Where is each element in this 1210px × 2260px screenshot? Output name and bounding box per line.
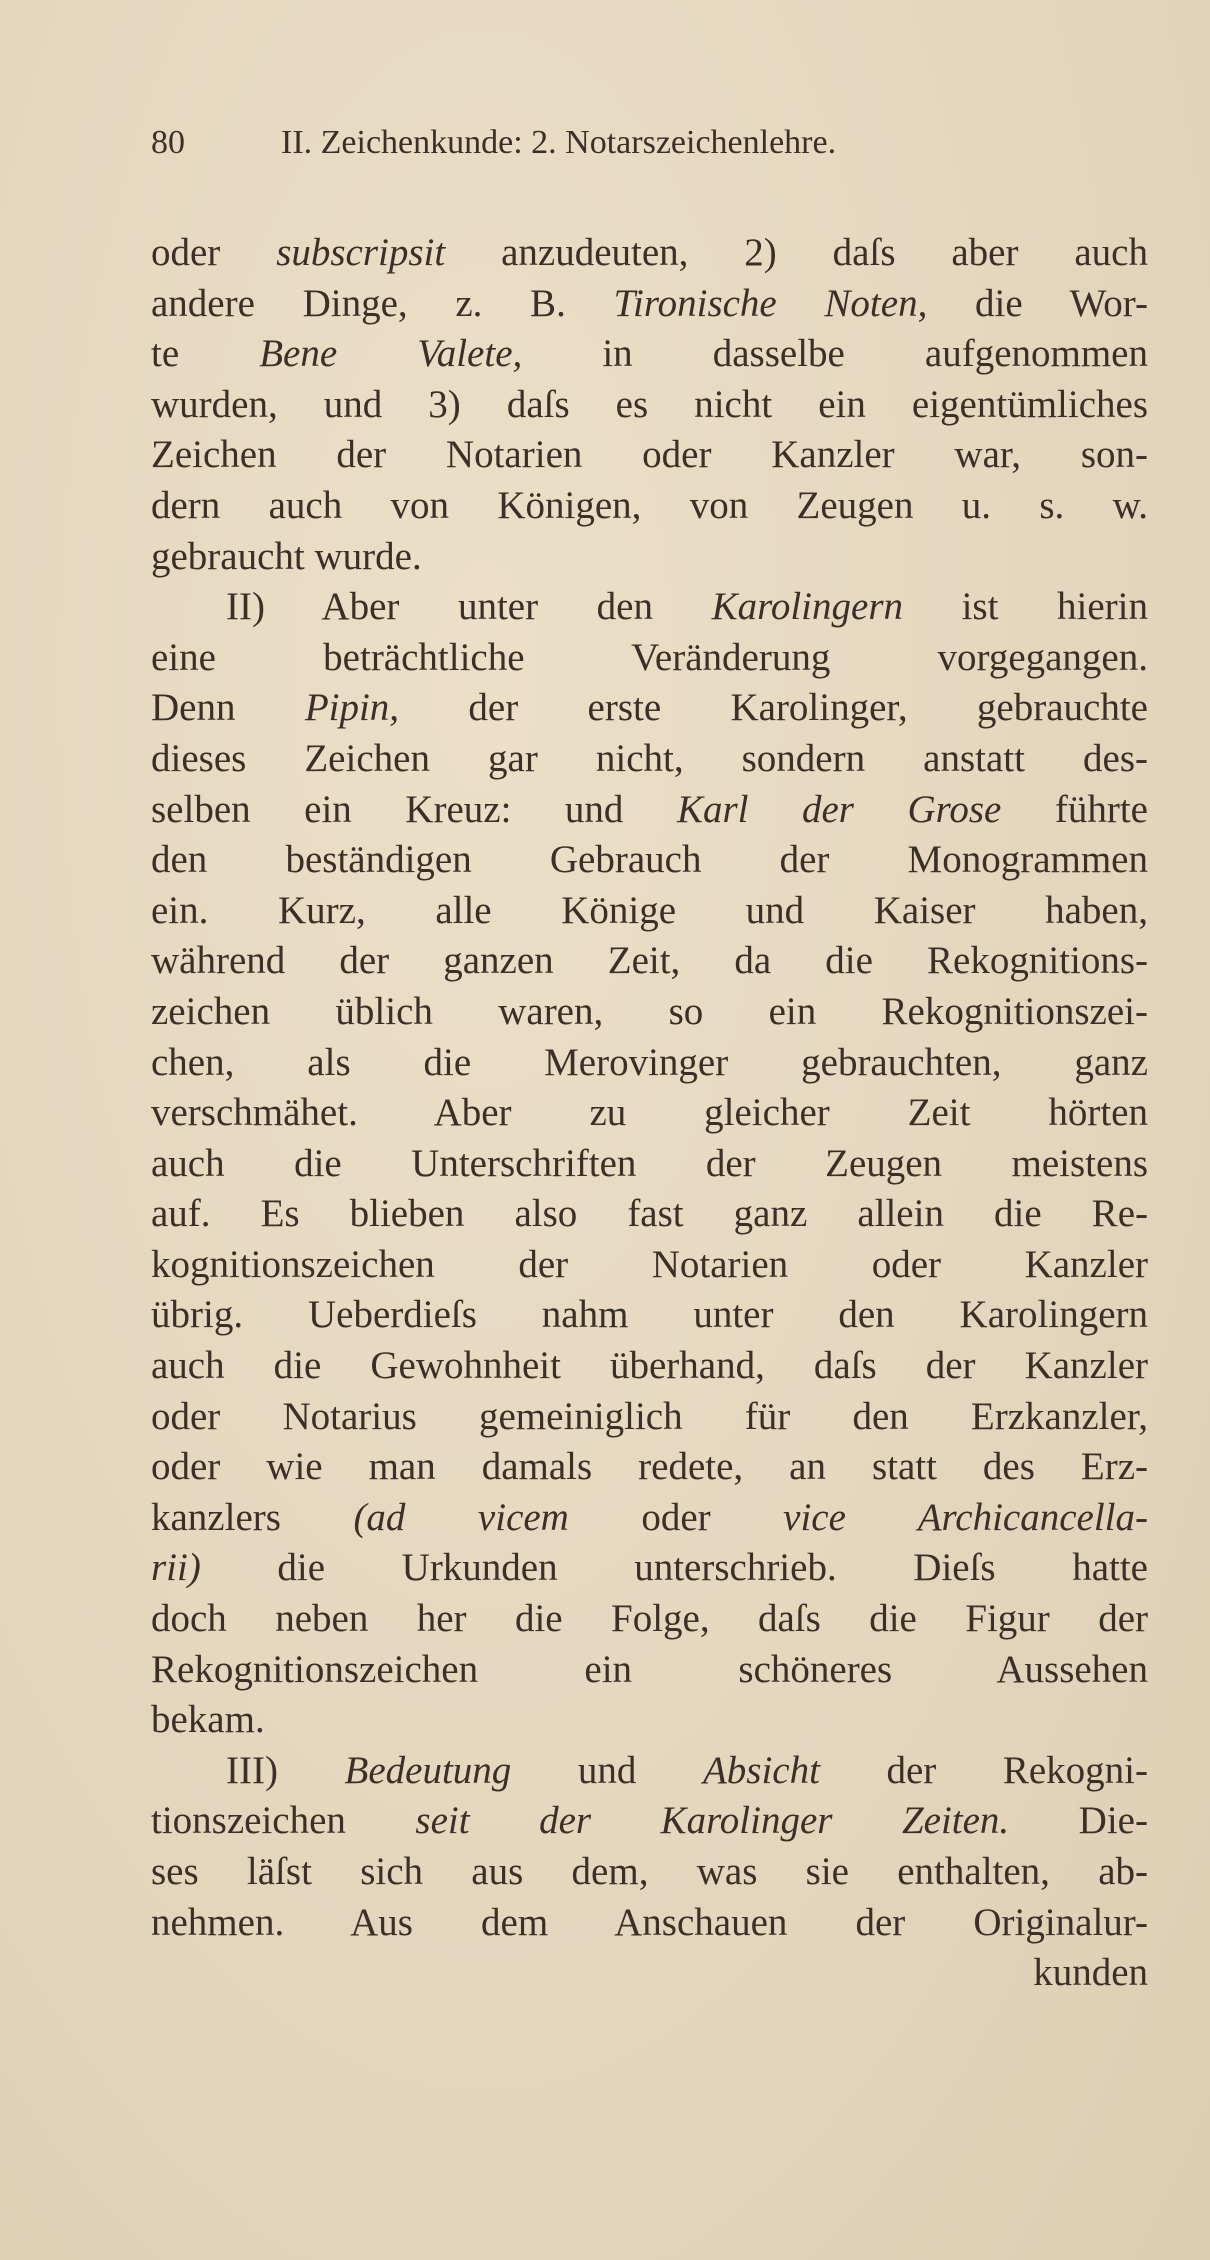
italic-text: Karolingern bbox=[711, 585, 903, 629]
text-segment: führte bbox=[1001, 787, 1148, 831]
italic-text: Bene Valete, bbox=[259, 332, 523, 376]
text-line bbox=[151, 1695, 1148, 1746]
text-line bbox=[151, 1645, 1148, 1696]
text-segment: dern auch von Königen, von Zeugen u. s. w. bbox=[151, 483, 1148, 527]
text-segment: auch die Gewohnheit überhand, daſs der Kanzler bbox=[151, 1344, 1148, 1388]
text-line bbox=[151, 1290, 1148, 1341]
text-segment: III) bbox=[226, 1748, 345, 1792]
italic-text: Bedeutung bbox=[344, 1748, 512, 1792]
text-line bbox=[151, 633, 1148, 684]
text-segment: II) Aber unter den bbox=[226, 585, 712, 629]
text-line bbox=[151, 785, 1148, 836]
italic-text: Karl der Grose bbox=[676, 787, 1002, 831]
text-segment: doch neben her die Folge, daſs die Figur der bbox=[151, 1597, 1148, 1641]
text-segment: übrig. Ueberdieſs nahm unter den Karolingern bbox=[151, 1293, 1148, 1337]
text-segment: verschmähet. Aber zu gleicher Zeit hörten bbox=[151, 1091, 1148, 1135]
text-line bbox=[151, 1240, 1148, 1291]
text-segment: in dasselbe aufgenommen bbox=[522, 332, 1148, 376]
text-segment: kunden bbox=[1033, 1951, 1148, 1995]
text-line bbox=[151, 380, 1148, 431]
text-line bbox=[151, 1746, 1148, 1797]
text-segment: zeichen üblich waren, so ein Rekognitionszei- bbox=[151, 989, 1148, 1033]
text-segment: ist hierin bbox=[903, 585, 1148, 629]
text-segment: selben ein Kreuz: und bbox=[151, 787, 677, 831]
text-line bbox=[151, 582, 1148, 633]
text-line bbox=[151, 1493, 1148, 1544]
text-segment: tionszeichen bbox=[151, 1799, 416, 1843]
text-segment: während der ganzen Zeit, da die Rekognitions- bbox=[151, 939, 1148, 983]
text-segment: Zeichen der Notarien oder Kanzler war, son- bbox=[151, 433, 1148, 477]
text-segment: bekam. bbox=[151, 1698, 265, 1742]
text-line bbox=[151, 1088, 1148, 1139]
text-segment: oder wie man damals redete, an statt des Erz- bbox=[151, 1445, 1148, 1489]
text-segment: Denn bbox=[151, 686, 305, 730]
text-segment: anzudeuten, 2) daſs aber auch bbox=[445, 231, 1148, 274]
text-segment: der erste Karolinger, gebrauchte bbox=[399, 686, 1148, 730]
text-segment: Die- bbox=[1009, 1799, 1148, 1843]
text-segment: und bbox=[511, 1748, 703, 1792]
text-line bbox=[151, 1038, 1148, 1089]
text-segment: Rekognitionszeichen ein schöneres Aussehen bbox=[151, 1647, 1148, 1691]
italic-text: vice Archicancella- bbox=[783, 1495, 1148, 1539]
italic-text: rii) bbox=[151, 1546, 201, 1590]
text-segment: auch die Unterschriften der Zeugen meistens bbox=[151, 1141, 1148, 1185]
text-segment: ein. Kurz, alle Könige und Kaiser haben, bbox=[151, 888, 1148, 932]
text-line bbox=[151, 1341, 1148, 1392]
body-text bbox=[151, 228, 1148, 1999]
italic-text: Pipin, bbox=[304, 686, 400, 730]
text-line bbox=[151, 734, 1148, 785]
text-segment: andere Dinge, z. B. bbox=[151, 281, 614, 325]
text-segment: nehmen. Aus dem Anschauen der Originalur- bbox=[151, 1900, 1148, 1944]
text-line bbox=[151, 683, 1148, 734]
text-segment: dieses Zeichen gar nicht, sondern anstatt des- bbox=[151, 736, 1148, 780]
text-segment: te bbox=[151, 332, 260, 376]
text-segment: die Urkunden unterschrieb. Dieſs hatte bbox=[200, 1546, 1148, 1590]
text-line bbox=[151, 936, 1148, 987]
text-line bbox=[151, 886, 1148, 937]
text-segment: oder bbox=[568, 1495, 784, 1539]
text-segment: chen, als die Merovinger gebrauchten, ganz bbox=[151, 1040, 1148, 1084]
text-line bbox=[151, 1796, 1148, 1847]
text-line bbox=[151, 1442, 1148, 1493]
text-line bbox=[151, 481, 1148, 532]
text-segment: ses läſst sich aus dem, was sie enthalten, ab- bbox=[151, 1850, 1148, 1893]
page-number: 80 bbox=[151, 124, 185, 161]
italic-text: (ad vicem bbox=[353, 1495, 569, 1539]
text-line bbox=[151, 279, 1148, 330]
text-segment: gebraucht wurde. bbox=[151, 534, 422, 578]
text-line bbox=[151, 1189, 1148, 1240]
text-line bbox=[151, 1139, 1148, 1190]
italic-text: seit der Karolinger Zeiten. bbox=[415, 1799, 1010, 1843]
text-line bbox=[151, 987, 1148, 1038]
text-segment: die Wor- bbox=[927, 281, 1148, 325]
text-segment: auf. Es blieben also fast ganz allein die Re- bbox=[151, 1192, 1148, 1236]
text-line bbox=[151, 1948, 1148, 1999]
text-line bbox=[151, 1847, 1148, 1898]
running-header bbox=[151, 124, 1031, 162]
text-segment: der Rekogni- bbox=[819, 1748, 1148, 1792]
text-segment: wurden, und 3) daſs es nicht ein eigentümliches bbox=[151, 382, 1148, 426]
text-segment: den beständigen Gebrauch der Monogrammen bbox=[151, 838, 1148, 882]
text-line bbox=[151, 835, 1148, 886]
text-line bbox=[151, 1543, 1148, 1594]
text-segment: oder bbox=[151, 231, 277, 274]
text-line bbox=[151, 1594, 1148, 1645]
text-segment: eine beträchtliche Veränderung vorgegangen. bbox=[151, 635, 1148, 679]
italic-text: Absicht bbox=[702, 1748, 820, 1792]
text-segment: kognitionszeichen der Notarien oder Kanzler bbox=[151, 1242, 1148, 1286]
text-line bbox=[151, 430, 1148, 481]
italic-text: Tironische Noten, bbox=[613, 281, 928, 325]
italic-text: subscripsit bbox=[276, 231, 446, 274]
text-line bbox=[151, 228, 1148, 279]
text-line bbox=[151, 329, 1148, 380]
text-line bbox=[151, 1392, 1148, 1443]
text-segment: oder Notarius gemeiniglich für den Erzkanzler, bbox=[151, 1394, 1148, 1438]
text-segment: kanzlers bbox=[151, 1495, 354, 1539]
text-line bbox=[151, 1898, 1148, 1949]
text-line bbox=[151, 532, 1148, 583]
header-title: II. Zeichenkunde: 2. Notarszeichenlehre. bbox=[281, 124, 837, 161]
